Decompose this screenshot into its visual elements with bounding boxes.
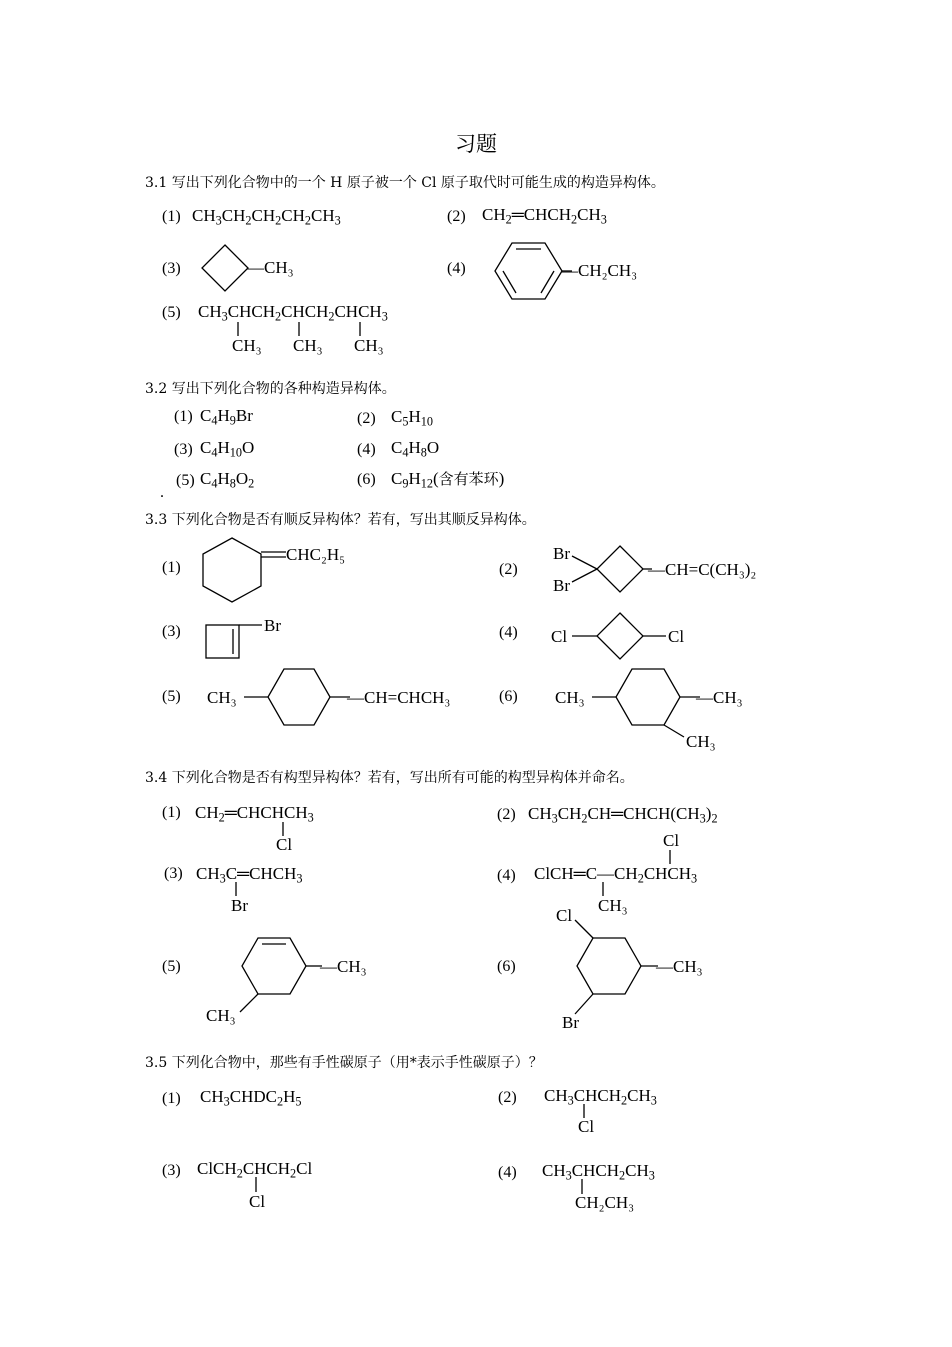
q33-item-5-ch3: CH₃ <box>207 688 237 707</box>
q32-item-3-number: (3) <box>174 441 193 458</box>
q31-item-5-branch-3: CH₃ <box>354 336 384 355</box>
q35-item-3-cl: Cl <box>249 1192 266 1211</box>
q32-item-5-formula: $C_4H_8O_2$ <box>200 469 255 491</box>
q31-item-1-formula: $CH_3CH_2CH_2CH_2CH_3$ <box>192 206 341 228</box>
q31-item-5-number: (5) <box>162 304 181 321</box>
q34-item-6-cl: Cl <box>556 906 573 925</box>
q34-item-2-number: (2) <box>497 806 516 823</box>
stray-dot: . <box>160 484 164 501</box>
q34-item-4-cl: Cl <box>663 831 680 850</box>
q33-item-4-cl-left: Cl <box>551 627 568 646</box>
q33-item-2-number: (2) <box>499 561 518 578</box>
q31-item-3-substituent: —CH₃ <box>247 258 294 277</box>
q32-item-4-formula: $C_4H_8O$ <box>391 438 440 460</box>
q33-item-6-ch3-right: —CH₃ <box>696 688 743 707</box>
cyclobutane-ring-icon <box>597 546 643 592</box>
question-3-2-prompt: 3.2 写出下列化合物的各种构造异构体。 <box>145 381 396 397</box>
q33-item-3-number: (3) <box>162 623 181 640</box>
q35-item-4-formula: $CH_3CHCH_2CH_3$ <box>542 1161 655 1183</box>
q34-item-4-formula: $ClCH═C—CH_2CHCH_3$ <box>534 864 698 886</box>
q35-item-3-formula: $ClCH_2CHCH_2Cl$ <box>197 1159 313 1181</box>
q32-item-4-number: (4) <box>357 441 376 458</box>
q32-item-5-number: (5) <box>176 472 195 489</box>
q33-item-6-ch3-left: CH₃ <box>555 688 585 707</box>
benzene-ring-icon <box>495 243 572 299</box>
q33-item-5-number: (5) <box>162 688 181 705</box>
q32-item-1-number: (1) <box>174 408 193 425</box>
q31-item-5-formula: $CH_3CHCH_2CHCH_2CHCH_3$ <box>198 302 388 324</box>
q31-item-4-substituent: —CH₂CH₃ <box>561 261 638 280</box>
q34-item-5-ch3-right: —CH₃ <box>320 957 367 976</box>
q34-item-5-number: (5) <box>162 958 181 975</box>
q35-item-1-formula: $CH_3CHDC_2H_5$ <box>200 1087 302 1109</box>
question-3-1-prompt: 3.1 写出下列化合物中的一个 H 原子被一个 Cl 原子取代时可能生成的构造异构体。 <box>145 175 665 191</box>
q34-item-6-ch3: —CH₃ <box>656 957 703 976</box>
q33-item-1-substituent: CHC₂H₅ <box>286 545 346 564</box>
q34-item-1-number: (1) <box>162 804 181 821</box>
cyclobutane-ring-icon <box>597 613 643 659</box>
q31-item-5-branch-1: CH₃ <box>232 336 262 355</box>
q32-item-6-number: (6) <box>357 471 376 488</box>
q34-item-1-cl: Cl <box>276 835 293 854</box>
q33-item-4-cl-right: Cl <box>668 627 685 646</box>
q34-item-3-formula: $CH_3C═CHCH_3$ <box>196 864 303 886</box>
cyclohexene-ring-icon <box>240 938 322 1012</box>
cyclohexane-ring-icon <box>203 538 261 602</box>
q34-item-6-br: Br <box>562 1013 579 1032</box>
cyclohexane-ring-icon <box>268 669 330 725</box>
q33-item-2-substituent: —CH=C(CH₃)₂ <box>648 560 757 579</box>
q32-item-2-formula: $C_5H_{10}$ <box>391 407 433 429</box>
question-3-4-prompt: 3.4 下列化合物是否有构型异构体？若有，写出所有可能的构型异构体并命名。 <box>145 770 634 786</box>
q35-item-2-formula: $CH_3CHCH_2CH_3$ <box>544 1086 657 1108</box>
q33-item-3-br: Br <box>264 616 281 635</box>
q31-item-1-number: (1) <box>162 208 181 225</box>
q34-item-4-ch3: CH₃ <box>598 896 628 915</box>
q34-item-5-ch3-bottom: CH₃ <box>206 1006 236 1025</box>
q35-item-2-cl: Cl <box>578 1117 595 1136</box>
q32-item-6-formula: $C_9H_{12}$(含有苯环) <box>391 469 505 491</box>
q32-item-2-number: (2) <box>357 410 376 427</box>
question-3-5-prompt: 3.5 下列化合物中，那些有手性碳原子（用*表示手性碳原子）？ <box>145 1055 543 1071</box>
q32-item-3-formula: $C_4H_{10}O$ <box>200 438 255 460</box>
q35-item-1-number: (1) <box>162 1090 181 1107</box>
q33-item-4-number: (4) <box>499 624 518 641</box>
q31-item-2-number: (2) <box>447 208 466 225</box>
cyclobutene-ring-icon <box>206 625 262 658</box>
q31-item-5-branch-2: CH₃ <box>293 336 323 355</box>
q35-item-3-number: (3) <box>162 1162 181 1179</box>
cyclohexane-ring-icon <box>577 938 641 994</box>
q34-item-1-formula: $CH_2═CHCHCH_3$ <box>195 803 314 825</box>
cyclobutane-ring-icon <box>202 245 248 291</box>
cyclohexane-ring-icon <box>616 669 680 725</box>
q32-item-6-note: 含有苯环 <box>438 472 499 488</box>
q34-item-3-number: (3) <box>164 865 183 882</box>
question-3-3-prompt: 3.3 下列化合物是否有顺反异构体？若有，写出其顺反异构体。 <box>145 512 536 528</box>
q34-item-3-br: Br <box>231 896 248 915</box>
q31-item-3-number: (3) <box>162 260 181 277</box>
q33-item-6-number: (6) <box>499 688 518 705</box>
q34-item-2-formula: $CH_3CH_2CH═CHCH(CH_3)_2$ <box>528 804 718 826</box>
page-title: 习题 <box>455 132 497 156</box>
q35-item-4-branch: CH₂CH₃ <box>575 1193 635 1212</box>
q35-item-4-number: (4) <box>498 1164 517 1181</box>
q32-item-1-formula: $C_4H_9Br$ <box>200 406 253 428</box>
q33-item-6-ch3-bottom: CH₃ <box>686 732 716 751</box>
q34-item-4-number: (4) <box>497 867 516 884</box>
q33-item-1-number: (1) <box>162 559 181 576</box>
q33-item-5-substituent: —CH=CHCH₃ <box>347 688 451 707</box>
q33-item-2-br-top: Br <box>553 544 570 563</box>
q35-item-2-number: (2) <box>498 1089 517 1106</box>
q34-item-6-number: (6) <box>497 958 516 975</box>
q31-item-4-number: (4) <box>447 260 466 277</box>
q33-item-2-br-bottom: Br <box>553 576 570 595</box>
q31-item-2-formula: $CH_2═CHCH_2CH_3$ <box>482 205 607 227</box>
